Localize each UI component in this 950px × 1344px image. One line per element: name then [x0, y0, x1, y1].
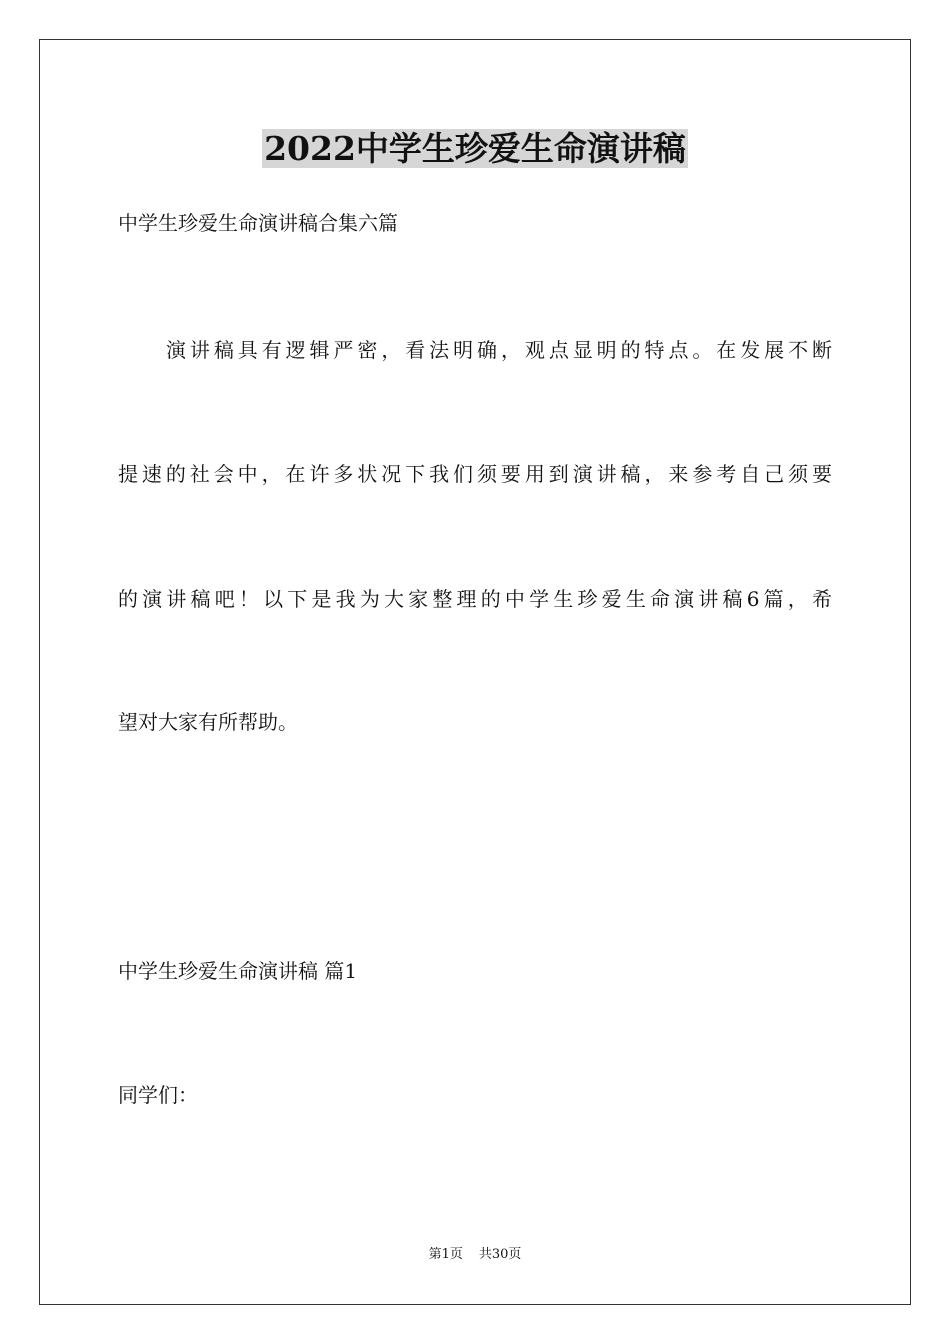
page-number: 第1页 — [428, 1247, 463, 1262]
intro-line-3: 的演讲稿吧！以下是我为大家整理的中学生珍爱生命演讲稿6篇，希 — [118, 587, 832, 611]
page-total: 共30页 — [478, 1247, 522, 1262]
page-footer — [0, 1246, 950, 1264]
document-title-text: 2022中学生珍爱生命演讲稿 — [264, 129, 686, 168]
salutation: 同学们： — [118, 1083, 198, 1107]
intro-line-2: 提速的社会中，在许多状况下我们须要用到演讲稿，来参考自己须要 — [118, 462, 832, 486]
document-subtitle: 中学生珍爱生命演讲稿合集六篇 — [118, 211, 398, 235]
document-title — [0, 126, 950, 172]
intro-line-4: 望对大家有所帮助。 — [118, 710, 298, 734]
intro-line-1: 演讲稿具有逻辑严密，看法明确，观点显明的特点。在发展不断 — [166, 338, 832, 362]
section-heading: 中学生珍爱生命演讲稿 篇1 — [118, 959, 358, 983]
